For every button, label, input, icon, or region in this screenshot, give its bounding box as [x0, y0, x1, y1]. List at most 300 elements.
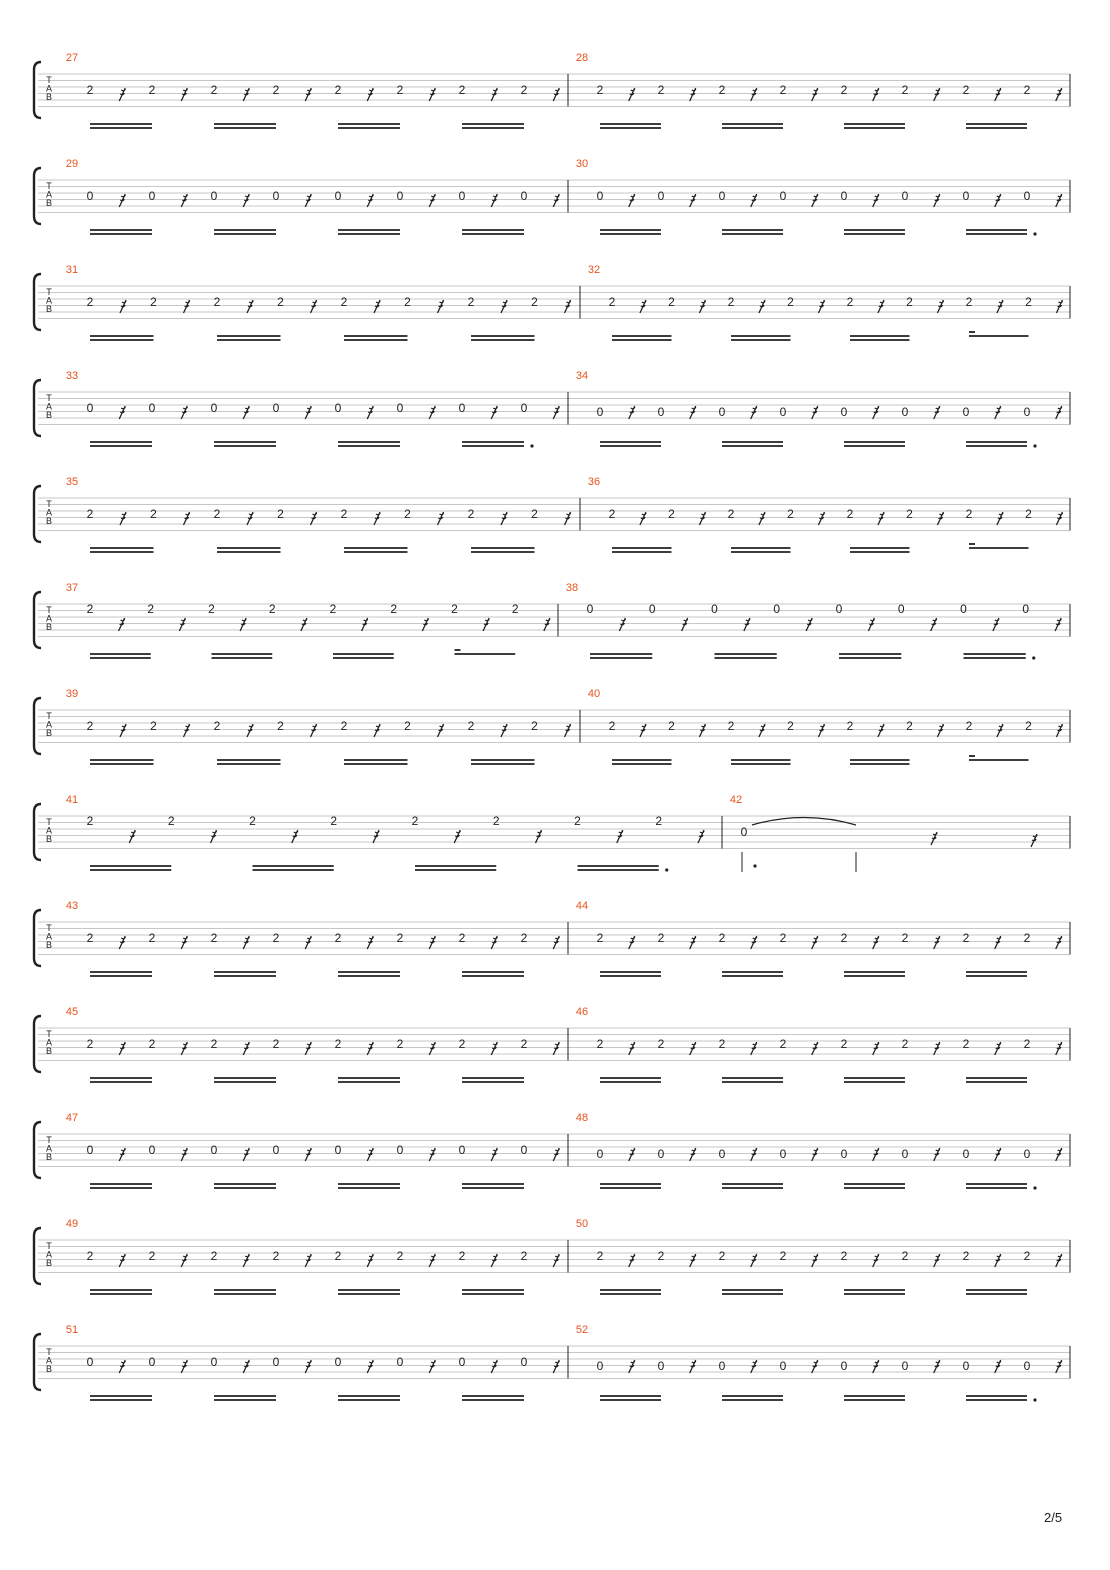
tab-clef-letter: T: [46, 817, 52, 827]
fret-number: 0: [86, 401, 94, 415]
sixteenth-rest: [305, 88, 311, 101]
tab-clef-letter: A: [45, 825, 53, 836]
sixteenth-rest: [997, 512, 1003, 525]
fret-number: 0: [334, 189, 342, 203]
fret-number: 2: [668, 507, 675, 521]
sixteenth-rest: [429, 1254, 435, 1267]
sixteenth-rest: [934, 406, 940, 419]
sixteenth-rest: [491, 1042, 497, 1055]
sixteenth-rest: [501, 300, 507, 313]
fret-number: 0: [840, 405, 848, 419]
sixteenth-rest: [311, 724, 317, 737]
measure-number: 28: [575, 52, 589, 64]
fret-number: 2: [531, 719, 538, 733]
sixteenth-rest: [690, 1360, 696, 1373]
fret-number: 2: [531, 507, 538, 521]
measure-number: 43: [65, 900, 79, 912]
tab-system: [34, 476, 1070, 552]
dot: [1033, 232, 1036, 235]
fret-number: 0: [835, 602, 843, 616]
page-number: 2/5: [1044, 1510, 1063, 1525]
sixteenth-rest: [119, 936, 125, 949]
sixteenth-rest: [243, 194, 249, 207]
sixteenth-rest: [305, 406, 311, 419]
sixteenth-rest: [997, 300, 1003, 313]
sixteenth-rest: [429, 1148, 435, 1161]
fret-number: 2: [404, 295, 411, 309]
fret-number: 2: [520, 83, 528, 97]
tab-clef-letter: T: [46, 75, 52, 85]
tab-clef-letter: A: [45, 1355, 53, 1366]
fret-number: 0: [148, 189, 156, 203]
sixteenth-rest: [818, 512, 824, 525]
sixteenth-rest: [429, 1042, 435, 1055]
measure-number: 50: [575, 1218, 589, 1230]
measure-number: 30: [575, 158, 589, 170]
fret-number: 2: [520, 931, 528, 945]
sixteenth-rest: [682, 618, 688, 631]
sixteenth-rest: [311, 300, 317, 313]
sixteenth-rest: [544, 618, 550, 631]
sixteenth-rest: [1056, 88, 1062, 101]
fret-number: 0: [520, 1143, 528, 1157]
sixteenth-rest: [759, 512, 765, 525]
sixteenth-rest: [501, 512, 507, 525]
sixteenth-rest: [247, 724, 253, 737]
fret-number: 2: [86, 83, 94, 97]
tab-clef-letter: B: [45, 304, 53, 314]
fret-number: 0: [458, 189, 466, 203]
fret-number: 2: [965, 719, 973, 733]
system-bracket: [34, 698, 41, 754]
fret-number: 2: [596, 931, 604, 945]
sixteenth-rest: [181, 1148, 187, 1161]
fret-number: 2: [608, 507, 616, 521]
sixteenth-rest: [1056, 1148, 1062, 1161]
sixteenth-rest: [937, 300, 943, 313]
fret-number: 0: [779, 1147, 787, 1161]
fret-number: 0: [86, 1355, 94, 1369]
measure-number: 27: [65, 52, 79, 64]
sixteenth-rest: [305, 1360, 311, 1373]
fret-number: 0: [718, 189, 726, 203]
tab-clef-letter: T: [46, 923, 52, 933]
sixteenth-rest: [181, 406, 187, 419]
fret-number: 0: [657, 1147, 665, 1161]
sixteenth-rest: [565, 512, 571, 525]
measure-number: 32: [587, 264, 601, 276]
sixteenth-rest: [311, 512, 317, 525]
tab-clef-letter: T: [46, 181, 52, 191]
sixteenth-rest: [240, 618, 246, 631]
fret-number: 2: [657, 83, 665, 97]
fret-number: 0: [711, 602, 718, 616]
sixteenth-rest: [120, 724, 126, 737]
sixteenth-rest: [553, 194, 559, 207]
sixteenth-rest: [878, 300, 884, 313]
fret-number: 0: [520, 1355, 528, 1369]
fret-number: 2: [467, 295, 475, 309]
dot: [1032, 656, 1035, 659]
fret-number: 2: [787, 719, 794, 733]
sixteenth-rest: [751, 194, 757, 207]
sixteenth-rest: [119, 1254, 125, 1267]
sixteenth-rest: [483, 618, 489, 631]
fret-number: 0: [210, 1143, 218, 1157]
measure-number: 46: [575, 1006, 589, 1018]
fret-number: 0: [897, 602, 905, 616]
sixteenth-rest: [690, 1042, 696, 1055]
fret-number: 0: [272, 1143, 280, 1157]
sixteenth-rest: [429, 406, 435, 419]
tab-clef-letter: T: [46, 605, 52, 615]
fret-number: 2: [334, 83, 342, 97]
fret-number: 0: [960, 602, 967, 616]
sixteenth-rest: [179, 618, 185, 631]
tab-clef-letter: A: [45, 295, 53, 306]
dot: [1033, 1398, 1036, 1401]
system-bracket: [34, 1228, 41, 1284]
fret-number: 2: [213, 719, 221, 733]
fret-number: 0: [1023, 189, 1031, 203]
fret-number: 0: [901, 189, 909, 203]
sixteenth-rest: [1056, 1254, 1062, 1267]
dot: [753, 864, 756, 867]
sixteenth-rest: [812, 1360, 818, 1373]
sixteenth-rest: [995, 936, 1001, 949]
tab-clef-letter: T: [46, 393, 52, 403]
tab-clef-letter: T: [46, 1241, 52, 1251]
fret-number: 2: [1025, 719, 1032, 733]
fret-number: 2: [657, 931, 665, 945]
sixteenth-rest: [751, 88, 757, 101]
tab-system: [34, 688, 1070, 764]
sixteenth-rest: [243, 406, 249, 419]
fret-number: 2: [148, 1249, 156, 1263]
sixteenth-rest: [362, 618, 368, 631]
measure-number: 39: [65, 688, 79, 700]
sixteenth-rest: [868, 618, 874, 631]
fret-number: 2: [329, 602, 337, 616]
tie: [752, 818, 856, 826]
sixteenth-rest: [553, 1148, 559, 1161]
fret-number: 2: [520, 1037, 528, 1051]
fret-number: 2: [411, 814, 419, 828]
sixteenth-rest: [995, 1360, 1001, 1373]
sixteenth-rest: [759, 724, 765, 737]
system-bracket: [34, 1016, 41, 1072]
tab-clef-letter: A: [45, 613, 53, 624]
sixteenth-rest: [759, 300, 765, 313]
sixteenth-rest: [184, 512, 190, 525]
sixteenth-rest: [184, 724, 190, 737]
sixteenth-rest: [934, 1148, 940, 1161]
fret-number: 2: [779, 83, 787, 97]
sixteenth-rest: [937, 724, 943, 737]
fret-number: 2: [840, 83, 848, 97]
sixteenth-rest: [553, 1360, 559, 1373]
tab-clef-letter: B: [45, 1046, 53, 1056]
measure-number: 48: [575, 1112, 589, 1124]
fret-number: 2: [396, 931, 404, 945]
sixteenth-rest: [812, 194, 818, 207]
tab-system: [34, 582, 1070, 660]
sixteenth-rest: [367, 1360, 373, 1373]
sixteenth-rest: [997, 724, 1003, 737]
fret-number: 2: [657, 1249, 665, 1263]
fret-number: 0: [586, 602, 594, 616]
sixteenth-rest: [751, 936, 757, 949]
fret-number: 0: [596, 1147, 604, 1161]
tab-clef-letter: T: [46, 1135, 52, 1145]
fret-number: 2: [210, 1249, 218, 1263]
fret-number: 0: [962, 1147, 970, 1161]
measure-number: 41: [65, 794, 79, 806]
tab-clef-letter: B: [45, 198, 53, 208]
sixteenth-rest: [119, 406, 125, 419]
fret-number: 0: [86, 189, 94, 203]
fret-number: 2: [840, 1249, 848, 1263]
sixteenth-rest: [243, 1360, 249, 1373]
fret-number: 2: [404, 507, 411, 521]
fret-number: 2: [596, 83, 604, 97]
fret-number: 2: [718, 931, 726, 945]
sixteenth-rest: [119, 1148, 125, 1161]
sixteenth-rest: [305, 1042, 311, 1055]
measure-number: 38: [565, 582, 579, 594]
fret-number: 2: [148, 1037, 156, 1051]
fret-number: 2: [396, 83, 404, 97]
fret-number: 2: [272, 1249, 280, 1263]
sixteenth-rest: [181, 1042, 187, 1055]
sixteenth-rest: [995, 1148, 1001, 1161]
fret-number: 0: [657, 189, 665, 203]
fret-number: 2: [962, 83, 970, 97]
fret-number: 2: [458, 931, 466, 945]
sixteenth-rest: [640, 724, 646, 737]
sixteenth-rest: [553, 88, 559, 101]
fret-number: 2: [390, 602, 398, 616]
fret-number: 2: [334, 931, 342, 945]
tab-clef-letter: B: [45, 622, 53, 632]
measure-number: 29: [65, 158, 79, 170]
fret-number: 2: [608, 295, 616, 309]
fret-number: 0: [396, 1143, 404, 1157]
sixteenth-rest: [873, 1254, 879, 1267]
sixteenth-rest: [119, 194, 125, 207]
sixteenth-rest: [937, 512, 943, 525]
fret-number: 2: [277, 719, 284, 733]
sixteenth-rest: [690, 406, 696, 419]
sixteenth-rest: [181, 936, 187, 949]
sixteenth-rest: [629, 1360, 635, 1373]
sixteenth-rest: [995, 88, 1001, 101]
sixteenth-rest: [553, 1042, 559, 1055]
sixteenth-rest: [438, 512, 444, 525]
sixteenth-rest: [491, 194, 497, 207]
sixteenth-rest: [305, 936, 311, 949]
sixteenth-rest: [934, 194, 940, 207]
fret-number: 2: [901, 1037, 909, 1051]
tab-clef-letter: B: [45, 940, 53, 950]
sixteenth-rest: [995, 1042, 1001, 1055]
tab-clef-letter: A: [45, 931, 53, 942]
fret-number: 0: [210, 189, 218, 203]
measure-number: 31: [65, 264, 79, 276]
sixteenth-rest: [243, 88, 249, 101]
sixteenth-rest: [501, 724, 507, 737]
fret-number: 2: [511, 602, 519, 616]
sixteenth-rest: [491, 1254, 497, 1267]
fret-number: 2: [334, 1249, 342, 1263]
sixteenth-rest: [699, 300, 705, 313]
sixteenth-rest: [1056, 1042, 1062, 1055]
fret-number: 2: [779, 1037, 787, 1051]
tab-system: [34, 370, 1070, 448]
fret-number: 0: [520, 401, 528, 415]
fret-number: 0: [86, 1143, 94, 1157]
fret-number: 2: [779, 931, 787, 945]
fret-number: 2: [213, 295, 221, 309]
measure-number: 44: [575, 900, 589, 912]
sixteenth-rest: [181, 1360, 187, 1373]
sixteenth-rest: [995, 1254, 1001, 1267]
fret-number: 2: [655, 814, 663, 828]
sixteenth-rest: [243, 1254, 249, 1267]
fret-number: 2: [340, 295, 348, 309]
fret-number: 2: [840, 1037, 848, 1051]
measure-number: 37: [65, 582, 79, 594]
tab-clef-letter: T: [46, 1347, 52, 1357]
sixteenth-rest: [211, 830, 217, 843]
fret-number: 2: [150, 719, 157, 733]
sixteenth-rest: [305, 1254, 311, 1267]
sixteenth-rest: [873, 936, 879, 949]
fret-number: 0: [840, 1147, 848, 1161]
fret-number: 2: [1023, 83, 1031, 97]
sixteenth-rest: [690, 1254, 696, 1267]
sixteenth-rest: [690, 88, 696, 101]
fret-number: 2: [148, 83, 156, 97]
fret-number: 0: [779, 1359, 787, 1373]
tab-system: [34, 52, 1070, 128]
fret-number: 0: [334, 1355, 342, 1369]
fret-number: 0: [520, 189, 528, 203]
dot: [1033, 444, 1036, 447]
fret-number: 0: [901, 405, 909, 419]
sixteenth-rest: [491, 88, 497, 101]
fret-number: 2: [901, 1249, 909, 1263]
sixteenth-rest: [629, 1254, 635, 1267]
fret-number: 2: [249, 814, 256, 828]
fret-number: 2: [962, 1037, 970, 1051]
fret-number: 2: [213, 507, 221, 521]
sixteenth-rest: [120, 512, 126, 525]
system-bracket: [34, 486, 41, 542]
sixteenth-rest: [619, 618, 625, 631]
sixteenth-rest: [429, 88, 435, 101]
sixteenth-rest: [367, 194, 373, 207]
fret-number: 2: [901, 83, 909, 97]
sixteenth-rest: [812, 1254, 818, 1267]
sixteenth-rest: [243, 1148, 249, 1161]
sixteenth-rest: [934, 1360, 940, 1373]
fret-number: 0: [1023, 1147, 1031, 1161]
fret-number: 2: [86, 719, 94, 733]
fret-number: 2: [596, 1037, 604, 1051]
tab-system: [34, 1006, 1070, 1082]
fret-number: 0: [962, 189, 970, 203]
fret-number: 0: [648, 602, 656, 616]
fret-number: 2: [451, 602, 458, 616]
sixteenth-rest: [305, 1148, 311, 1161]
tab-clef-letter: B: [45, 92, 53, 102]
fret-number: 2: [334, 1037, 342, 1051]
measure-number: 42: [729, 794, 743, 806]
tab-system: [34, 1324, 1070, 1402]
sixteenth-rest: [536, 830, 542, 843]
tab-clef-letter: A: [45, 719, 53, 730]
sixteenth-rest: [931, 618, 937, 631]
fret-number: 2: [1023, 931, 1031, 945]
fret-number: 2: [574, 814, 581, 828]
fret-number: 2: [404, 719, 411, 733]
sixteenth-rest: [553, 406, 559, 419]
sixteenth-rest: [751, 406, 757, 419]
dot: [665, 868, 668, 871]
fret-number: 0: [272, 401, 280, 415]
fret-number: 2: [1025, 507, 1032, 521]
fret-number: 0: [210, 1355, 218, 1369]
fret-number: 2: [846, 719, 854, 733]
sixteenth-rest: [873, 1148, 879, 1161]
sixteenth-rest: [873, 1360, 879, 1373]
fret-number: 2: [340, 719, 348, 733]
fret-number: 0: [740, 825, 748, 839]
fret-number: 2: [86, 295, 94, 309]
fret-number: 2: [608, 719, 616, 733]
sixteenth-rest: [181, 1254, 187, 1267]
fret-number: 2: [657, 1037, 665, 1051]
fret-number: 2: [718, 1037, 726, 1051]
fret-number: 0: [458, 401, 466, 415]
fret-number: 2: [340, 507, 348, 521]
sixteenth-rest: [374, 300, 380, 313]
fret-number: 0: [657, 405, 665, 419]
sixteenth-rest: [818, 300, 824, 313]
fret-number: 2: [846, 507, 854, 521]
fret-number: 0: [210, 401, 218, 415]
sixteenth-rest: [301, 618, 307, 631]
fret-number: 2: [596, 1249, 604, 1263]
fret-number: 2: [147, 602, 155, 616]
sixteenth-rest: [565, 300, 571, 313]
fret-number: 2: [272, 83, 280, 97]
fret-number: 2: [901, 931, 909, 945]
fret-number: 2: [150, 295, 157, 309]
sixteenth-rest: [374, 512, 380, 525]
fret-number: 0: [458, 1143, 466, 1157]
fret-number: 0: [657, 1359, 665, 1373]
sixteenth-rest: [873, 194, 879, 207]
fret-number: 0: [596, 189, 604, 203]
fret-number: 2: [167, 814, 175, 828]
fret-number: 0: [840, 189, 848, 203]
sixteenth-rest: [292, 830, 298, 843]
sixteenth-rest: [243, 1042, 249, 1055]
fret-number: 2: [458, 83, 466, 97]
sixteenth-rest: [553, 1254, 559, 1267]
